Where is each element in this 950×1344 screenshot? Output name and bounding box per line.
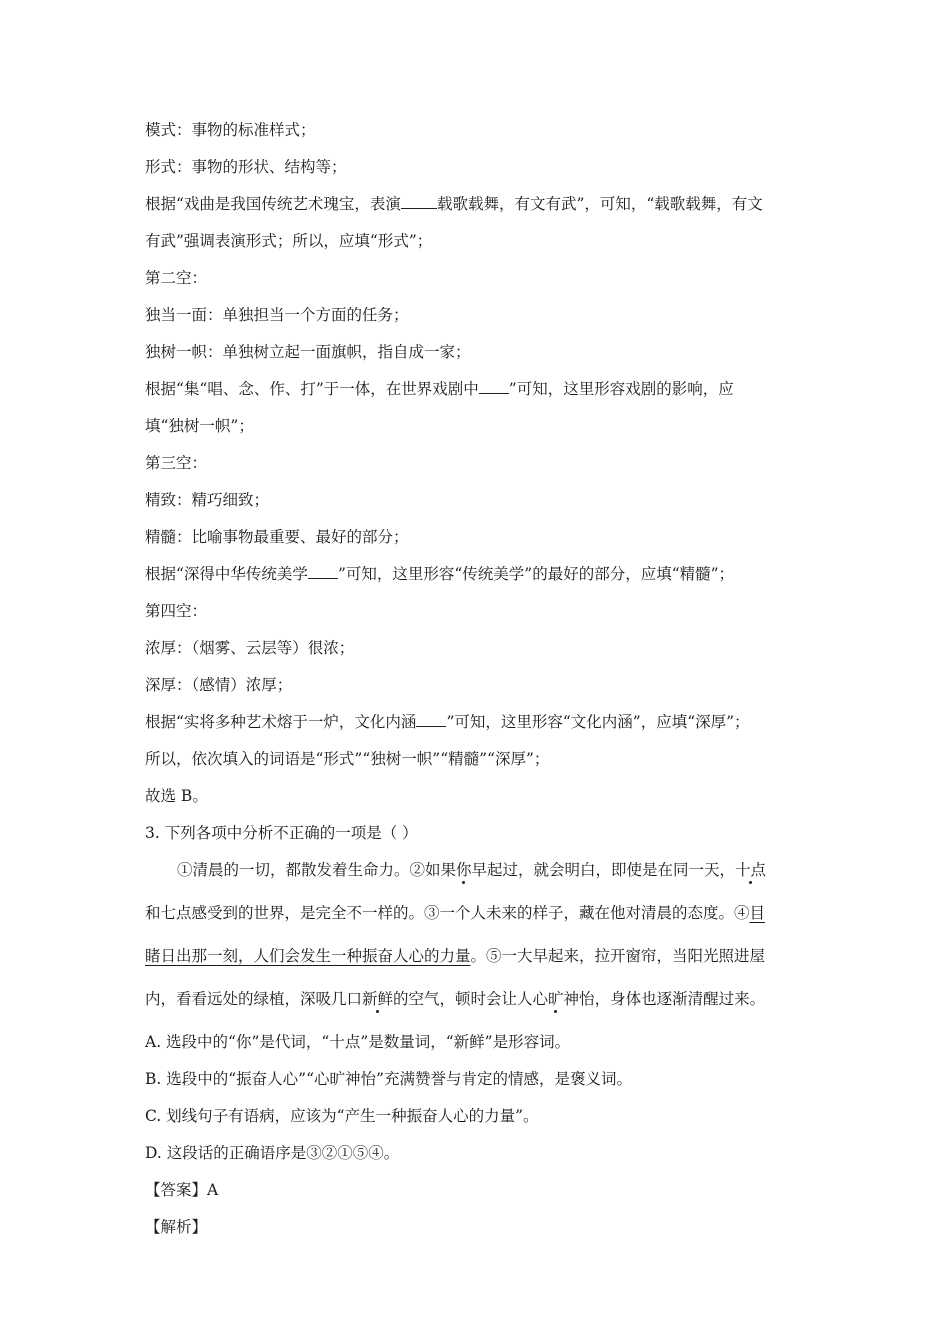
text-line: 独当一面：单独担当一个方面的任务； (145, 306, 409, 324)
text-segment: 载歌载舞，有文有武”，可知，“载歌载舞，有文 (436, 195, 763, 213)
passage-line (145, 981, 807, 1018)
text-line: 故选 B。 (145, 787, 208, 805)
passage-line (145, 895, 807, 932)
underlined-sentence: 振奋人心的力量 (362, 947, 471, 965)
text-line: 有武”强调表演形式；所以，应填“形式”； (145, 232, 433, 250)
text-line: 所以，依次填入的词语是“形式”“独树一帜”“精髓”“深厚”； (145, 750, 550, 768)
option-b: B. 选段中的“振奋人心”“心旷神怡”充满赞誉与肯定的情感，是褒义词。 (145, 1070, 632, 1088)
text-line: 形式：事物的形状、结构等； (145, 158, 347, 176)
text-line (145, 371, 807, 408)
section-heading: 第二空： (145, 269, 208, 287)
option-d: D. 这段话的正确语序是③②①⑤④。 (145, 1144, 400, 1162)
text-segment: 和七点感受到的世界，是完全不一样的。③一个人未来的样子，藏在他对清晨的态度。④ (145, 904, 750, 922)
fill-blank (308, 577, 338, 579)
reading-passage (145, 852, 807, 1018)
fill-blank (416, 725, 446, 727)
document-page (145, 112, 807, 1246)
text-line (145, 556, 807, 593)
text-segment: ”可知，这里形容“文化内涵”，应填“深厚”； (446, 713, 750, 731)
text-segment: 根据“深得中华传统美学 (145, 565, 308, 583)
option-a: A. 选段中的“你”是代词，“十点”是数量词，“新鲜”是形容词。 (145, 1033, 571, 1051)
text-line: 精髓：比喻事物最重要、最好的部分； (145, 528, 409, 546)
text-line: 独树一帜：单独树立起一面旗帜，指自成一家； (145, 343, 471, 361)
text-segment: 根据“集“唱、念、作、打”于一体，在世界戏剧中 (145, 380, 479, 398)
text-line (145, 704, 807, 741)
text-segment: 根据“戏曲是我国传统艺术瑰宝，表演 (145, 195, 401, 213)
text-segment: 内，看看远处的绿植，深吸几口 (145, 990, 363, 1008)
text-segment: ①清晨的一切，都散发着生命力。②如果 (177, 861, 457, 879)
text-segment: ”可知，这里形容“传统美学”的最好的部分，应填“精髓”； (337, 565, 735, 583)
answer-label: 【答案】A (145, 1181, 219, 1199)
analysis-label: 【解析】 (145, 1218, 208, 1236)
section-heading: 第三空： (145, 454, 208, 472)
underlined-sentence: 睹日出那一刻，人们会发生一种 (145, 947, 363, 965)
passage-line (145, 938, 807, 975)
dotted-word: 十点 (735, 861, 767, 879)
text-line (145, 186, 807, 223)
text-segment: 早起过，就会明白，即使是在同一天， (471, 861, 736, 879)
option-c: C. 划线句子有语病，应该为“产生一种振奋人心的力量”。 (145, 1107, 539, 1125)
text-segment: ”可知，这里形容戏剧的影响，应 (508, 380, 734, 398)
text-segment: 的空气，顿时会让 (393, 990, 518, 1008)
text-segment: 。⑤一大早起来，拉开窗帘，当阳光照进屋 (470, 947, 766, 965)
text-line: 浓厚：（烟雾、云层等）很浓； (145, 639, 355, 657)
text-segment: 根据“实将多种艺术熔于一炉，文化内涵 (145, 713, 417, 731)
dotted-word: 人心旷神怡 (517, 990, 595, 1008)
text-line: 填“独树一帜”； (145, 417, 254, 435)
fill-blank (479, 392, 509, 394)
dotted-word: 新鲜 (362, 990, 394, 1008)
fill-blank (401, 207, 437, 209)
text-line: 精致：精巧细致； (145, 491, 270, 509)
text-line: 深厚：（感情）浓厚； (145, 676, 293, 694)
text-segment: ，身体也逐渐清醒过来。 (594, 990, 766, 1008)
section-heading: 第四空： (145, 602, 208, 620)
underlined-sentence: 目 (749, 904, 766, 922)
dotted-word: 你 (456, 861, 472, 879)
question-stem: 3. 下列各项中分析不正确的一项是（ ） (145, 824, 418, 842)
text-line: 模式：事物的标准样式； (145, 121, 316, 139)
passage-line (145, 852, 807, 889)
